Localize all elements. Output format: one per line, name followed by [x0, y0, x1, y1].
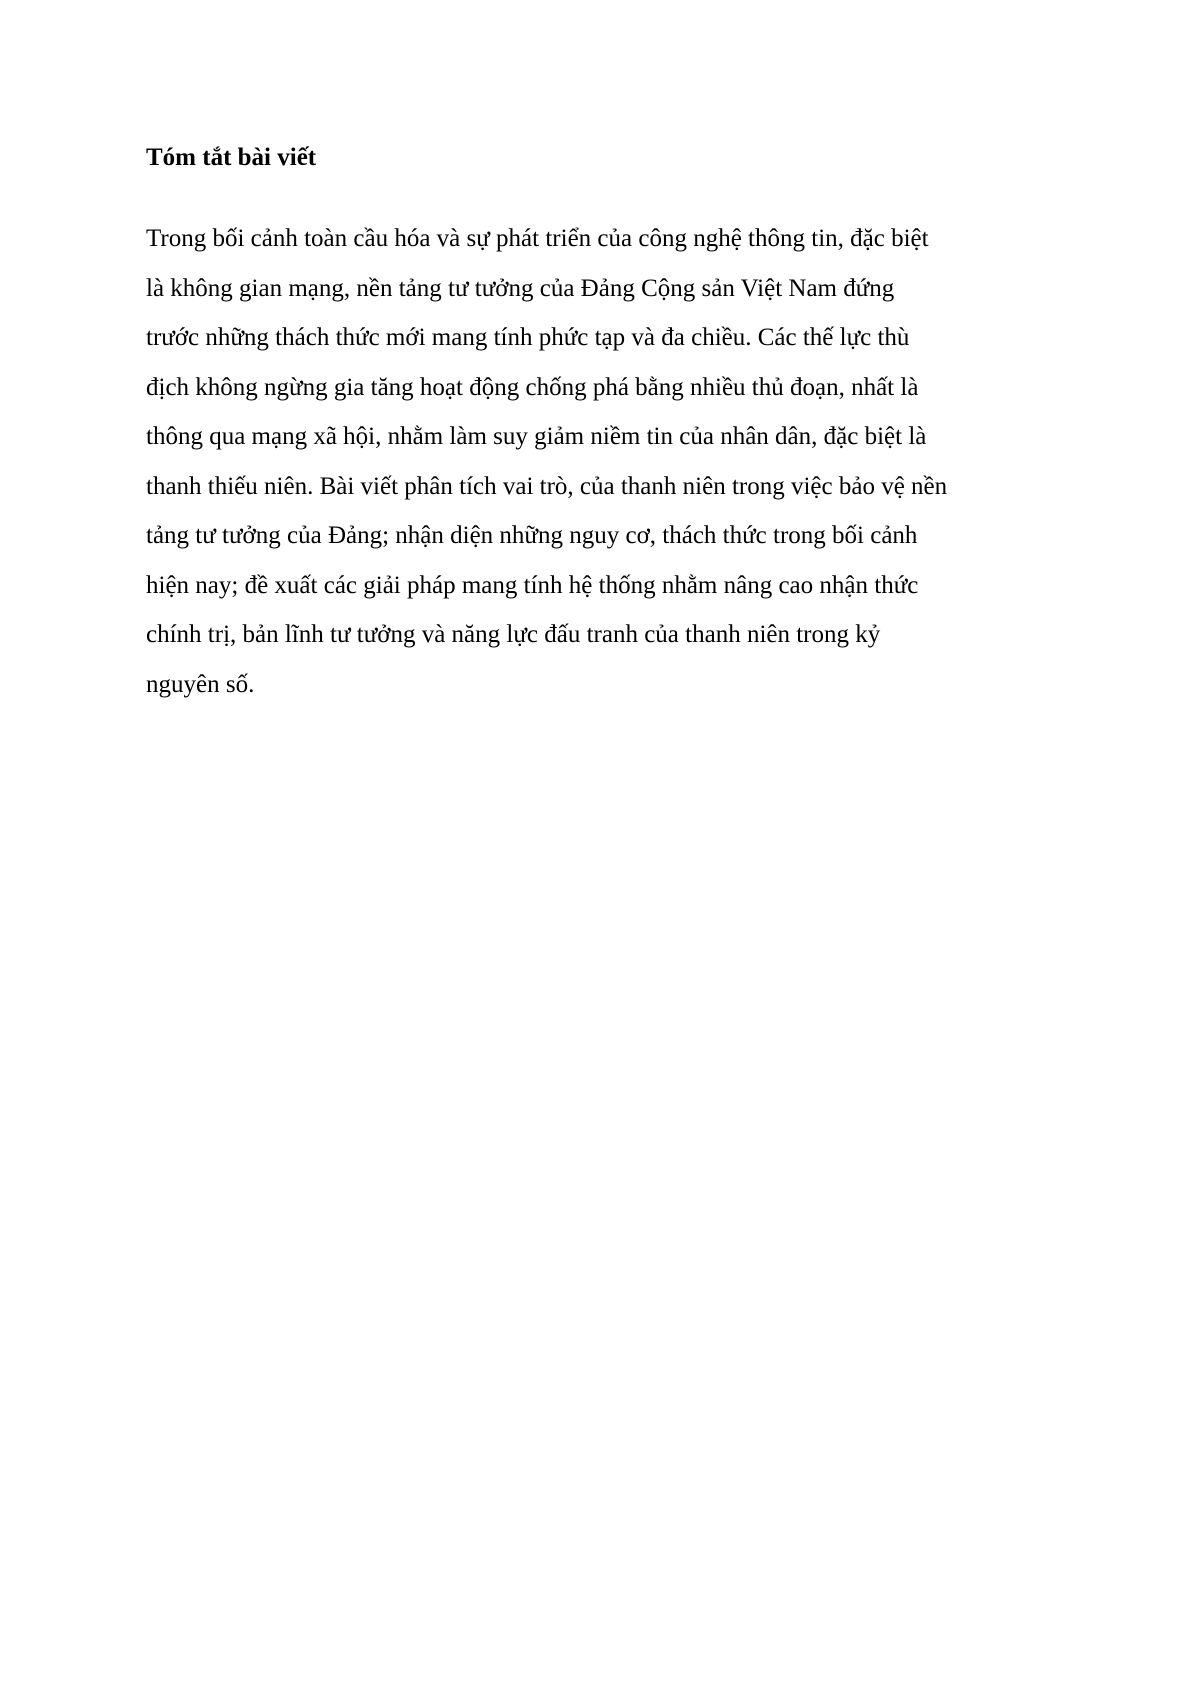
- abstract-line: trước những thách thức mới mang tính phức tạp và đa chiều. Các thế lực thù: [146, 324, 910, 351]
- abstract-paragraph: [146, 214, 1076, 709]
- abstract-line: thanh thiếu niên. Bài viết phân tích vai trò, của thanh niên trong việc bảo vệ nền: [146, 472, 948, 500]
- abstract-line: địch không ngừng gia tăng hoạt động chống phá bằng nhiều thủ đoạn, nhất là: [146, 373, 919, 401]
- abstract-line: hiện nay; đề xuất các giải pháp mang tính hệ thống nhằm nâng cao nhận thức: [146, 571, 919, 599]
- abstract-line: là không gian mạng, nền tảng tư tưởng của Đảng Cộng sản Việt Nam đứng: [146, 274, 895, 302]
- section-title: Tóm tắt bài viết: [146, 144, 317, 171]
- abstract-line: nguyên số.: [146, 670, 255, 698]
- page-content: [146, 140, 1076, 709]
- abstract-line: thông qua mạng xã hội, nhằm làm suy giảm niềm tin của nhân dân, đặc biệt là: [146, 423, 927, 450]
- abstract-line: chính trị, bản lĩnh tư tưởng và năng lực đấu tranh của thanh niên trong kỷ: [146, 621, 881, 648]
- abstract-line: Trong bối cảnh toàn cầu hóa và sự phát triển của công nghệ thông tin, đặc biệt: [146, 225, 929, 252]
- abstract-line: tảng tư tưởng của Đảng; nhận diện những nguy cơ, thách thức trong bối cảnh: [146, 522, 918, 549]
